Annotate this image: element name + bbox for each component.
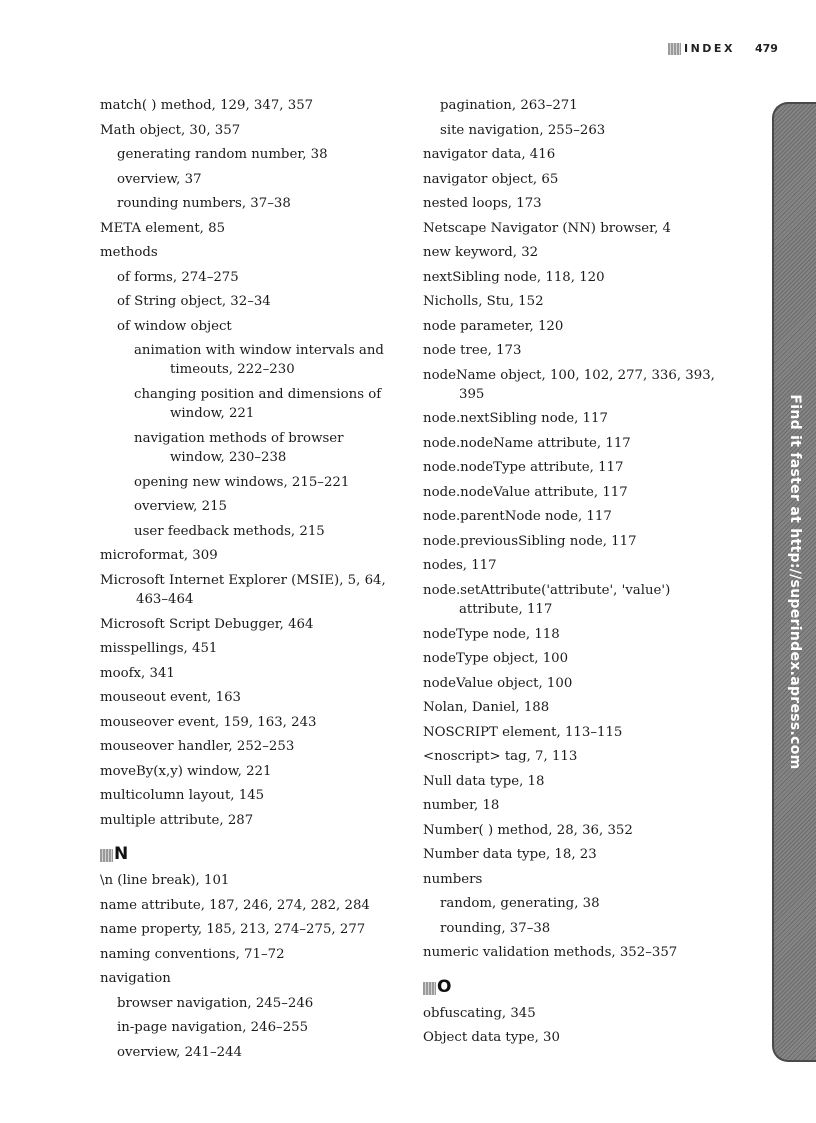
index-entry: Null data type, 18 [423, 773, 545, 789]
index-entry: rounding, 37–38 [440, 920, 551, 936]
index-entry: misspellings, 451 [100, 641, 218, 657]
index-entry: node parameter, 120 [423, 318, 564, 334]
section-letter: O [437, 976, 452, 997]
entry-group [100, 96, 400, 830]
index-entry: generating random number, 38 [117, 147, 328, 162]
index-entry: match( ) method, 129, 347, 357 [100, 98, 314, 113]
index-entry: animation with window intervals and timeouts, 222–230 [134, 343, 384, 378]
index-entry: overview, 241–244 [117, 1044, 243, 1060]
index-entry: Math object, 30, 357 [100, 122, 241, 138]
index-entry: node.nodeValue attribute, 117 [423, 484, 628, 500]
thumb-tab [772, 102, 816, 1062]
index-entry: numbers [423, 871, 483, 887]
index-entry: random, generating, 38 [440, 896, 600, 912]
index-entry: of String object, 32–34 [117, 294, 271, 309]
index-entry: browser navigation, 245–246 [117, 995, 314, 1011]
index-entry: Microsoft Script Debugger, 464 [100, 616, 314, 632]
index-entry: multiple attribute, 287 [100, 812, 254, 828]
header-marker-icon [668, 43, 681, 55]
index-entry: nodeType object, 100 [423, 651, 569, 667]
index-entry: site navigation, 255–263 [440, 122, 606, 138]
index-entry: of forms, 274–275 [117, 269, 239, 285]
index-entry: naming conventions, 71–72 [100, 946, 285, 962]
index-entry: Microsoft Internet Explorer (MSIE), 5, 64, 463–464 [100, 572, 386, 608]
entry-group [100, 871, 400, 1062]
section-marker-icon [100, 849, 113, 862]
index-entry: <noscript> tag, 7, 113 [423, 749, 578, 765]
entry-group [423, 96, 723, 963]
index-entry: navigation [100, 971, 171, 987]
index-entry: user feedback methods, 215 [134, 523, 325, 539]
running-header [0, 42, 816, 58]
index-entry: \n (line break), 101 [100, 873, 230, 889]
index-entry: node.nextSibling node, 117 [423, 411, 608, 427]
index-entry: new keyword, 32 [423, 245, 539, 260]
index-entry: obfuscating, 345 [423, 1005, 536, 1021]
index-entry: number, 18 [423, 798, 500, 814]
index-entry: moofx, 341 [100, 665, 175, 681]
section-letter: N [114, 844, 129, 865]
index-entry: of window object [117, 318, 232, 334]
index-entry: nodeType node, 118 [423, 626, 560, 642]
index-column-right [423, 96, 723, 1053]
header-label: INDEX [684, 42, 735, 55]
index-entry: mouseover handler, 252–253 [100, 739, 295, 755]
index-entry: nested loops, 173 [423, 196, 542, 211]
index-entry: opening new windows, 215–221 [134, 474, 350, 490]
index-entry: multicolumn layout, 145 [100, 788, 265, 804]
index-entry: nodes, 117 [423, 558, 497, 574]
index-entry: node.nodeType attribute, 117 [423, 460, 624, 476]
index-entry: name attribute, 187, 246, 274, 282, 284 [100, 897, 370, 913]
index-entry: META element, 85 [100, 220, 226, 236]
index-entry: name property, 185, 213, 274–275, 277 [100, 922, 366, 938]
thumb-tab-text: Find it faster at http://superindex.apress.com [787, 394, 803, 770]
index-entry: overview, 215 [134, 499, 228, 515]
index-entry: Number( ) method, 28, 36, 352 [423, 822, 633, 838]
index-entry: node tree, 173 [423, 343, 522, 358]
index-entry: nodeValue object, 100 [423, 675, 573, 691]
index-entry: node.parentNode node, 117 [423, 509, 612, 525]
index-entry: moveBy(x,y) window, 221 [100, 763, 272, 779]
section-heading-o [423, 977, 723, 999]
index-column-left [100, 96, 400, 1067]
index-entry: overview, 37 [117, 171, 202, 187]
index-entry: node.previousSibling node, 117 [423, 533, 637, 549]
index-entry: changing position and dimensions of window, 221 [134, 386, 382, 422]
index-entry: navigator object, 65 [423, 171, 559, 187]
index-entry: nextSibling node, 118, 120 [423, 269, 605, 285]
index-entry: Nolan, Daniel, 188 [423, 700, 550, 716]
index-entry: numeric validation methods, 352–357 [423, 945, 678, 961]
index-entry: navigator data, 416 [423, 147, 556, 162]
index-entry: Number data type, 18, 23 [423, 847, 597, 863]
index-entry: methods [100, 245, 158, 260]
index-entry: mouseover event, 159, 163, 243 [100, 714, 317, 730]
index-entry: node.nodeName attribute, 117 [423, 435, 631, 451]
entry-group [423, 1004, 723, 1048]
index-entry: Netscape Navigator (NN) browser, 4 [423, 220, 671, 236]
index-entry: navigation methods of browser window, 230–238 [134, 430, 344, 466]
index-entry: mouseout event, 163 [100, 690, 242, 706]
index-entry: node.setAttribute('attribute', 'value') attribute, 117 [423, 582, 671, 618]
index-entry: Nicholls, Stu, 152 [423, 294, 544, 309]
index-entry: rounding numbers, 37–38 [117, 196, 291, 211]
section-marker-icon [423, 982, 436, 995]
section-heading-n [100, 844, 400, 866]
index-entry: pagination, 263–271 [440, 98, 578, 113]
index-entry: nodeName object, 100, 102, 277, 336, 393, 395 [423, 367, 715, 402]
index-entry: microformat, 309 [100, 548, 218, 564]
index-entry: in-page navigation, 246–255 [117, 1020, 309, 1036]
index-entry: Object data type, 30 [423, 1030, 560, 1046]
index-entry: NOSCRIPT element, 113–115 [423, 724, 623, 740]
page-number: 479 [755, 42, 778, 55]
